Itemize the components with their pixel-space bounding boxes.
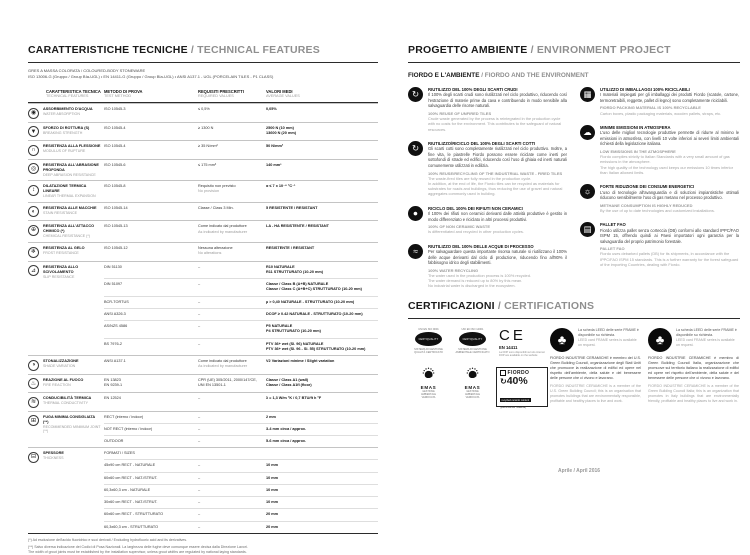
value-cell: V2 Variazioni minime / Slight variation xyxy=(266,359,335,364)
feature-icon: ▼ xyxy=(28,126,39,137)
required-cell: – xyxy=(198,439,201,444)
feature-name-it: RESISTENZA ALLO SCIVOLAMENTO xyxy=(43,264,79,274)
feature-cell xyxy=(28,141,104,159)
table-sub-row xyxy=(104,203,378,214)
environment-project-title: PROGETTO AMBIENTE / ENVIRONMENT PROJECT xyxy=(408,44,740,63)
method-cell: RECT (interno / indoor) xyxy=(104,414,144,419)
feature-cell xyxy=(28,375,104,393)
table-row-group xyxy=(28,261,378,355)
table-sub-row xyxy=(104,435,378,447)
header-feature: CARATTERISTICA TECNICA TECHNICAL FEATURES xyxy=(46,88,101,99)
table-row-group xyxy=(28,122,378,141)
recycled-percent: 40% xyxy=(506,375,528,388)
footnotes xyxy=(28,538,378,555)
method-cell: NOT RECT (interno / indoor) xyxy=(104,426,153,431)
env-title-it: FORTE RIDUZIONE DEI CONSUMI ENERGETICI xyxy=(600,184,695,190)
env-body-en: Crude waste generated by the process is reintegrated in the production cycle with no costs for the environment. This contributes to the safeguard of natural resources. xyxy=(428,116,562,132)
environment-item-icon: ▤ xyxy=(580,222,595,237)
table-row-group xyxy=(28,103,378,122)
env-title-en: LOW EMISSIONS IN THE ATMOSPHERE xyxy=(600,148,676,154)
feature-cell xyxy=(28,160,104,181)
feature-name-it: RESISTENZA AL GELO xyxy=(43,246,85,251)
feature-name-en: RECOMMENDED MINIMUM JOINT (**) xyxy=(43,424,101,434)
emas-caption: GESTIONE AMBIENTALE VERIFICATA xyxy=(465,390,480,400)
required-cell: – xyxy=(198,396,201,401)
feature-name-en: STAIN RESISTANCE xyxy=(43,210,78,215)
feature-cell xyxy=(28,104,104,122)
value-cell: λ = 1,3 W/m °K / 0,7 BTU/ft h °F xyxy=(266,396,322,401)
value-cell: R10 NATURALE R11 STRUTTURATO (10-20 mm) xyxy=(266,264,324,274)
feature-name-en: SLIP RESISTANCE xyxy=(43,274,75,279)
env-body-it: L'uso di tecnologie all'avanguardia e di soluzioni impiantistiche ottimali riducono sensibilmente l'uso di gas metano nel processo produttivo. xyxy=(600,189,739,201)
value-cell: 10 mm xyxy=(266,487,279,492)
required-cell: ≥ 35 N/mm² xyxy=(198,144,218,149)
method-cell: ISO 10545-13 xyxy=(104,224,128,229)
table-sub-row xyxy=(104,521,378,533)
value-cell: 2 mm xyxy=(266,414,276,419)
table-sub-row xyxy=(104,308,378,320)
method-cell: BS 7976-2 xyxy=(104,341,122,346)
table-sub-row xyxy=(104,320,378,337)
value-cell: 2500 N (10 mm) 13600 N (20 mm) xyxy=(266,125,296,135)
environment-column-left xyxy=(408,87,567,289)
feature-icon: ◑ xyxy=(28,360,39,371)
env-title-it: UTILIZZO DI IMBALLAGGI 100% RICICLABILI xyxy=(600,87,690,92)
required-cell: – xyxy=(198,500,201,505)
required-cell: – xyxy=(198,524,201,529)
required-cell: – xyxy=(198,475,201,480)
leed-paragraph-it: FIORDO INDUSTRIE CERAMICHE è membro di Green Building Council Italia, organizzazione che promuove sul territorio italiano la realizzazione di edifici ed opere nel rispetto dell'ambiente, della salute e del benessere delle persone che ci vivono e lavorano. xyxy=(648,355,739,381)
env-title-en: 100% OF NON CERAMIC WASTE xyxy=(428,224,491,230)
feature-name-it: SFORZO DI ROTTURA (S) xyxy=(43,125,90,130)
table-row-group xyxy=(28,411,378,448)
table-sub-row xyxy=(104,356,378,372)
technical-table xyxy=(28,87,378,534)
table-row-group xyxy=(28,180,378,202)
value-cell: 20 mm xyxy=(266,512,279,517)
certiquality-logo xyxy=(452,328,493,358)
environment-item-icon: ≈ xyxy=(408,244,423,259)
env-title-it: RIUTILIZZO DEL 100% DELLE ACQUE DI PROCESSO xyxy=(428,243,534,249)
method-cell: 60x60 cm RECT - STRUTTURATO xyxy=(104,512,164,517)
method-cell: ISO 10545-4 xyxy=(104,125,126,130)
recycle-icon: ↻ xyxy=(500,377,507,387)
environment-item xyxy=(580,222,739,267)
value-cell: Classe / Class A1 (wall) Classe / Class A1fl (floor) xyxy=(266,377,312,387)
table-sub-row xyxy=(104,141,378,152)
feature-cell xyxy=(28,181,104,202)
table-sub-row xyxy=(104,423,378,435)
env-body-it: Per salvaguardare questa importante risorsa naturale si riutilizzano il 100% delle acque derivanti dal ciclo di produzione, riducendo fino all'80% il fabbisogno idrico degli stabilimenti. xyxy=(428,249,567,266)
footnote-1: (*) Ad esclusione dell'acido fluoridrico e suoi derivati / Excluding hydrofluoric acid and its derivatives. xyxy=(28,537,188,542)
required-cell: – xyxy=(198,414,201,419)
table-sub-row xyxy=(104,181,378,197)
feature-cell xyxy=(28,356,104,374)
feature-icon: ∩ xyxy=(28,145,39,156)
certiquality-oval-icon: CERTIQUALITY xyxy=(459,332,486,346)
env-title-en: 100% REUSE OF UNFIRED TILES xyxy=(428,111,492,116)
env-body-en: The water used in the production process is 100% recycled. The water demand is reduced up to 80% by this mean. No industrial water is discharged in the ecosystem. xyxy=(428,272,531,289)
feature-icon: ⊕ xyxy=(28,225,39,236)
certiquality-caption: UNI EN ISO 9001 xyxy=(418,327,439,331)
required-cell: – xyxy=(198,341,201,346)
table-sub-row xyxy=(104,448,378,459)
env-title-it: PALLET FAO xyxy=(600,222,626,228)
emas-label: EMAS xyxy=(464,385,481,391)
feature-icon: ⊿ xyxy=(28,265,39,276)
required-cell: Come indicato dal produttore As indicated by manufacturer xyxy=(198,224,248,234)
edition-date: Aprile / April 2016 xyxy=(558,468,601,474)
feature-name-en: DEEP ABRASION RESISTANCE xyxy=(43,172,96,177)
value-cell: 10 mm xyxy=(266,500,279,505)
table-sub-row xyxy=(104,496,378,508)
header-method: METODO DI PROVA TEST METHOD xyxy=(104,88,143,99)
required-cell: ≤ 175 mm³ xyxy=(198,162,217,167)
title-en: / TECHNICAL FEATURES xyxy=(187,44,320,56)
emas-flower-icon xyxy=(466,367,479,384)
env-title-en: 100% REUSE/RECYCLING OF THE INDUSTRIAL WASTE - FIRED TILES xyxy=(428,170,563,176)
certiquality-logo xyxy=(408,328,449,358)
value-cell: DCOF ≥ 0.42 NATURALE - STRUTTURATO (10-20 mm) xyxy=(266,311,363,316)
feature-icon: ♨ xyxy=(28,378,39,389)
method-cell: 60,3x60,3 cm - NATURALE xyxy=(104,487,151,492)
green-building-council-icon: ♣ xyxy=(648,328,672,352)
method-cell: ISO 10545-12 xyxy=(104,246,128,251)
table-row-group xyxy=(28,140,378,159)
required-cell xyxy=(198,451,266,456)
value-cell: 20 mm xyxy=(266,524,279,529)
value-cell: 10 mm xyxy=(266,463,279,468)
feature-name-it: RESISTENZA ALLA FLESSIONE xyxy=(43,144,101,149)
environment-item xyxy=(408,141,567,197)
method-cell: 60,3x60,3 cm - STRUTTURATO xyxy=(104,524,159,529)
table-sub-row xyxy=(104,262,378,278)
required-cell: – xyxy=(198,311,201,316)
method-cell: OUTDOOR xyxy=(104,439,124,444)
feature-icon: ❄ xyxy=(28,247,39,258)
fiordo-brand: FIORDO xyxy=(507,370,530,377)
environment-item-icon: ↻ xyxy=(408,87,423,102)
ce-note: La DOP sono disponibili sul sito internet DOP are available on the website xyxy=(499,350,545,358)
environment-item xyxy=(408,87,567,132)
environment-project-section xyxy=(408,44,740,474)
env-body-en: By the use of up to date technologies and customized installations. xyxy=(600,207,715,213)
certifications-title: CERTIFICAZIONI / CERTIFICATIONS xyxy=(408,300,740,319)
env-body-it: Fiordo utilizza pallet senza corteccia (DB) conformi allo standard IPPC/FAO ISPM 15, offrendo quindi ai Paesi importatori ogni garanzia per la salvaguardia del proprio patrimonio forestale. xyxy=(600,227,739,244)
environment-item xyxy=(580,184,739,213)
header-values: VALORI MEDI AVERAGE VALUES xyxy=(266,88,300,99)
method-cell: ANSI A326.3 xyxy=(104,311,126,316)
table-sub-row xyxy=(104,459,378,471)
method-cell: 45x90 cm RECT - NATURALE xyxy=(104,463,156,468)
env-body-en: Fiordo complies strictly to Italian Standards with a very small amount of gas emissions in the atmosphere. The high quality of the technology used keeps our emissions 10 times inferior than Italian allowed limits. xyxy=(600,154,734,175)
environment-column-right xyxy=(580,87,739,289)
table-sub-row xyxy=(104,472,378,484)
method-cell: ISO 10545-8 xyxy=(104,184,126,189)
required-cell: Come indicato dal produttore As indicated by manufacturer xyxy=(198,359,248,369)
env-body-it: Il 100% dei rifiuti non ceramici derivanti dalle attività produttive è gestito in modo differenziato e riciclato in altri processi produttivi. xyxy=(428,211,567,222)
leed-note-it: La scheda LEED delle serie FRAME è disponibile su richiesta. xyxy=(578,327,639,337)
emas-logo xyxy=(452,367,493,407)
env-body-it: L'uso delle migliori tecnologie produttive permette di ridurre al minimo le emissioni in atmosfera, con livelli 10 volte inferiori ai severi limiti ambientali richiesti della legislazione italiana. xyxy=(600,130,739,147)
table-sub-row xyxy=(104,104,378,115)
feature-name-it: RESISTENZA ALL'ABRASIONE PROFONDA xyxy=(43,162,99,172)
required-cell: – xyxy=(198,264,201,269)
feature-name-it: SPESSORE xyxy=(43,451,64,456)
certiquality-oval-icon: CERTIQUALITY xyxy=(415,332,442,346)
required-cell: ≤ 0,5% xyxy=(198,107,210,112)
required-cell: CPR (UE) 305/2011, 2000/147/CE, UNI EN 13501-1 xyxy=(198,377,257,387)
material-line: GRES A MASSA COLORATA / COLOURED-BODY STONEWARE xyxy=(28,68,146,73)
table-row-group xyxy=(28,242,378,261)
env-title-en: 100% WATER RECYCLING xyxy=(428,267,479,273)
value-cell: RESISTENTE / RESISTANT xyxy=(266,246,315,251)
value-cell: 3-4 mm circa / approx. xyxy=(266,426,307,431)
env-body-it: I materiali impiegati per gli imballaggi dei prodotti Fiordo (scatole, cartone, termoretraibili, reggette, pallet di legno) sono completamente riciclabili. xyxy=(600,92,739,103)
method-cell: FORMATI / SIZES xyxy=(104,451,135,456)
feature-name-en: BREAKING STRENGTH xyxy=(43,130,83,135)
table-sub-row xyxy=(104,243,378,259)
env-title-en: FIORDO PACKING MATERIAL IS 100% RECYCLABLE xyxy=(600,105,701,111)
emas-logo xyxy=(408,367,449,407)
table-sub-row xyxy=(104,160,378,171)
env-body-en: Is differentiated and recycled in other production cycles. xyxy=(428,229,524,235)
feature-name-it: STONALIZZAZIONE xyxy=(43,359,79,364)
technical-features-section xyxy=(28,44,378,555)
value-cell: 140 mm³ xyxy=(266,162,282,167)
method-cell: AS/NZS 4586 xyxy=(104,324,128,329)
method-cell: BCR-TORTUS xyxy=(104,299,129,304)
feature-name-en: THICKNESS xyxy=(43,456,64,461)
value-cell: LA - HA RESISTENTE / RESISTANT xyxy=(266,224,329,229)
method-cell: ISO 10545-6 xyxy=(104,162,126,167)
leed-paragraph-en: FIORDO INDUSTRIE CERAMICHE is a member of the U.S. Green Building Council; this is an organisation that promotes buildings that are environmentally responsible, profitable and healthy places to live and work. xyxy=(550,384,641,404)
env-title-en: PALLET FAO xyxy=(600,246,625,252)
emas-caption: GESTIONE AMBIENTALE VERIFICATA xyxy=(421,390,436,400)
green-building-blocks xyxy=(550,328,740,407)
required-cell: Classe / Class 3 Min. xyxy=(198,205,234,210)
env-title-it: RIUTILIZZO/RICICLO DEL 100% DEGLI SCARTI COTTI xyxy=(428,140,536,146)
ce-mark-icon: CE xyxy=(499,326,526,344)
required-cell: – xyxy=(198,463,201,468)
feature-name-it: DILATAZIONE TERMICA LINEARE xyxy=(43,184,87,194)
feature-icon: ◐ xyxy=(28,206,39,217)
value-cell: 5 RESISTENTE / RESISTANT xyxy=(266,205,318,210)
env-body-it: Gli scarti cotti sono completamente riutilizzati nel ciclo produttivo. Inoltre, a fine vita, le piastrelle Fiordo possono essere riciclate come inerti per sottofondi di strade ed edifici, riducendo così l'uso di ghiaia ed inerti naturali comunemente utilizzati in edilizia. xyxy=(428,146,567,168)
feature-name-en: THERMAL CONDUCTIVITY xyxy=(43,401,88,406)
emas-flower-icon xyxy=(422,367,435,384)
method-cell: ISO 10545-3 xyxy=(104,107,126,112)
feature-name-en: LINEAR THERMAL EXPANSION xyxy=(43,194,96,199)
header-required: REQUISITI PRESCRITTI REQUIRED VALUES xyxy=(198,88,244,99)
feature-name-en: CHEMICAL RESISTANCE (*) xyxy=(43,234,90,239)
env-body-it: Il 100% degli scarti crudi sono riutilizzati nel ciclo produttivo, riducendo così l'estrazione di materie prime da cava e contribuendo in modo sensibile alla salvaguardia delle risorse naturali. xyxy=(428,92,567,109)
method-cell: EN 12524 xyxy=(104,396,121,401)
value-cell: 50 N/mm² xyxy=(266,144,284,149)
feature-cell xyxy=(28,448,104,533)
leed-note-en: LEED card FRAME series is available on request. xyxy=(578,338,637,348)
environment-item-icon: ▦ xyxy=(580,87,595,102)
value-cell: P5 NATURALE P4 STRUTTURATO (10-20 mm) xyxy=(266,324,321,334)
env-title-it: MINIME EMISSIONI IN ATMOSFERA xyxy=(600,124,671,130)
method-cell: ANSI A137.1 xyxy=(104,359,126,364)
environment-item xyxy=(580,87,739,116)
standards-line: ISO 13006-G (Gruppo / Group BIa-UGL) • EN 14411-G (Gruppo / Group BIa-UGL) • ANSI A137.1 - UGL (PORCELAIN TILES - P1 CLASS) xyxy=(28,74,274,80)
feature-cell xyxy=(28,203,104,221)
feature-name-it: REAZIONE AL FUOCO xyxy=(43,377,84,382)
recycled-content-badge xyxy=(496,367,548,407)
feature-cell xyxy=(28,221,104,242)
feature-icon: ≋ xyxy=(28,397,39,408)
table-sub-row xyxy=(104,412,378,423)
table-sub-row xyxy=(104,375,378,391)
feature-icon: ↕ xyxy=(28,185,39,196)
environment-item-icon: ☼ xyxy=(580,184,595,199)
table-sub-row xyxy=(104,221,378,237)
feature-name-it: CONDUCIBILITÀ TERMICA xyxy=(43,396,92,401)
env-title-it: RIUTILIZZO DEL 100% DEGLI SCARTI CRUDI xyxy=(428,87,518,92)
green-building-council-icon: ♣ xyxy=(550,328,574,352)
value-cell: α ≤ 7 x 10⁻⁶ °C⁻¹ xyxy=(266,184,296,189)
ce-standard: EN 14411 xyxy=(499,344,518,350)
green-building-block xyxy=(648,328,739,407)
certification-logos xyxy=(408,328,550,407)
feature-cell xyxy=(28,123,104,141)
table-sub-row xyxy=(104,484,378,496)
method-cell: ISO 10545-14 xyxy=(104,205,128,210)
feature-name-en: MODULUS OF RUPTURE xyxy=(43,149,86,154)
feature-name-it: FUGA MINIMA CONSIGLIATA (**) xyxy=(43,414,95,424)
method-cell: DIN 51097 xyxy=(104,282,123,287)
leed-note-en: LEED card FRAME series is available on request. xyxy=(676,338,735,348)
env-body-en: Fiordo uses debarked pallets (DB) for its shipments, in accordance with the IPPC/FAO ISPM 15 standards. This is a further warranty for the forest safeguard of the importing Countries, dealing with Fiordo. xyxy=(600,251,739,267)
environment-item-icon: ☁ xyxy=(580,125,595,140)
feature-name-en: SHADE VARIATION xyxy=(43,364,76,369)
table-row-group xyxy=(28,374,378,393)
feature-name-it: RESISTENZA ALLE MACCHIE xyxy=(43,205,97,210)
feature-name-en: FIRE REACTION xyxy=(43,382,71,387)
method-cell: ISO 10545-4 xyxy=(104,144,126,149)
feature-name-it: RESISTENZA ALL'ATTACCO CHIMICO (*) xyxy=(43,224,95,234)
required-cell: – xyxy=(198,282,201,287)
table-row-group xyxy=(28,392,378,411)
feature-cell xyxy=(28,262,104,355)
feature-icon: ⊞ xyxy=(28,415,39,426)
table-sub-row xyxy=(104,393,378,404)
method-cell: EN 13823 EN 9239-1 xyxy=(104,377,123,387)
value-cell: PTV 36+ wet (Sl. 96) NATURALE PTV 36+ wet (Sl. 96 - Sl. 55) STRUTTURATO (10-20 mm) xyxy=(266,341,366,351)
environment-item-icon: ● xyxy=(408,206,423,221)
table-sub-row xyxy=(104,278,378,295)
leed-paragraph-it: FIORDO INDUSTRIE CERAMICHE è membro del U.S. Green Building Council, organizzazione degli Stati Uniti che promuove la realizzazione di edifici ed opere nel rispetto dell'ambiente, della salute e del benessere delle persone che ci vivono e lavorano. xyxy=(550,355,641,381)
table-row-group xyxy=(28,355,378,374)
feature-name-en: WATER ABSORPTION xyxy=(43,112,80,117)
table-row-group xyxy=(28,202,378,221)
value-cell: 10 mm xyxy=(266,475,279,480)
method-cell: 30x60 cm RECT - NAT./STRUT. xyxy=(104,500,158,505)
value-cell: µ > 0,40 NATURALE - STRUTTURATO (10-20 mm) xyxy=(266,299,355,304)
material-description xyxy=(28,68,378,81)
table-row-group xyxy=(28,447,378,533)
feature-cell xyxy=(28,412,104,448)
feature-icon: ◉ xyxy=(28,108,39,119)
required-cell: – xyxy=(198,487,201,492)
environment-items xyxy=(408,87,740,289)
ce-mark-block xyxy=(496,328,550,358)
feature-name-it: ASSORBIMENTO D'ACQUA xyxy=(43,107,93,112)
environment-item xyxy=(580,125,739,175)
environment-item-icon: ↻ xyxy=(408,141,423,156)
method-cell: 60x60 cm RECT - NAT./STRUT. xyxy=(104,475,158,480)
feature-icon: ⊟ xyxy=(28,452,39,463)
fiordo-environment-title: FIORDO E L'AMBIENTE / FIORDO AND THE ENVIRONMENT xyxy=(408,72,589,79)
table-row-group xyxy=(28,159,378,181)
value-cell xyxy=(266,451,378,456)
title-it: CARATTERISTICHE TECNICHE xyxy=(28,44,188,56)
feature-cell xyxy=(28,243,104,261)
env-body-en: Carton boxes, plastic packaging materials, wooden pallets, straps, etc. xyxy=(600,110,722,116)
table-sub-row xyxy=(104,338,378,355)
certiquality-caption: UNI EN ISO 14001 xyxy=(461,327,484,331)
env-title-it: RICICLO DEL 100% DEI RIFIUTI NON CERAMICI xyxy=(428,205,523,211)
feature-icon: ◎ xyxy=(28,163,39,174)
recycled-caption-2: (preconsumer material) xyxy=(500,405,526,409)
leed-paragraph-en: FIORDO INDUSTRIE CERAMICHE is a member of the Green Building Council Italia; this is an organization that promotes in Italy buildings that are environmentally friendly, profitable and healthy places to live and work in. xyxy=(648,384,739,404)
table-sub-row xyxy=(104,123,378,139)
feature-name-en: FROST RESISTANCE xyxy=(43,251,79,256)
value-cell: 5-6 mm circa / approx. xyxy=(266,439,307,444)
green-building-block xyxy=(550,328,641,407)
required-cell: – xyxy=(198,299,201,304)
certifications-body xyxy=(408,328,740,407)
required-cell: Requisito non previsto No provision xyxy=(198,184,236,194)
technical-features-title xyxy=(28,44,378,63)
environment-item xyxy=(408,206,567,235)
recycled-caption-1: recycled ceramic content xyxy=(501,398,530,402)
method-cell: DIN 51130 xyxy=(104,264,122,269)
required-cell: – xyxy=(198,426,201,431)
required-cell: – xyxy=(198,512,201,517)
table-row-group xyxy=(28,220,378,242)
env-title-en: METHANE CONSUMPTION IS HIGHLY REDUCED xyxy=(600,202,693,208)
required-cell: Nessuna alterazione No alterations xyxy=(198,246,233,256)
required-cell: ≥ 1300 N xyxy=(198,125,214,130)
emas-label: EMAS xyxy=(420,385,437,391)
table-sub-row xyxy=(104,508,378,520)
environment-item xyxy=(408,244,567,289)
value-cell: Classe / Class B (A+B) NATURALE Classe / Class C (A+B+C) STRUTTURATO (10-20 mm) xyxy=(266,282,362,292)
table-sub-row xyxy=(104,296,378,308)
certiquality-subcaption: SISTEMA DI GESTIONE AMBIENTALE CERTIFICATO xyxy=(455,347,490,355)
value-cell: 0,05% xyxy=(266,107,277,112)
table-header-row xyxy=(28,87,378,103)
env-body-en: The waste-fired tiles are fully reused in the production cycle. In addition, at the end of life, the Fiordo tiles can be recycled as materials for substrates for roads and buildings, thus reducing the use of gravel and natural aggregates commonly used in building. xyxy=(428,175,563,197)
feature-cell xyxy=(28,393,104,411)
required-cell: – xyxy=(198,324,201,329)
certiquality-subcaption: SISTEMA DI GESTIONE QUALITÀ CERTIFICATO xyxy=(414,347,443,355)
footnote-2: (**) Salvo diversa indicazione dei Codici di Posa Nazionali. La larghezza delle fughe deve comunque essere decisa dalla Direzione Lavori. The width of grout joints must be established by the installation supervisor, unless grout widths are regulated by national laying standards. xyxy=(28,544,248,555)
leed-note-it: La scheda LEED delle serie FRAME è disponibile su richiesta. xyxy=(676,327,737,337)
